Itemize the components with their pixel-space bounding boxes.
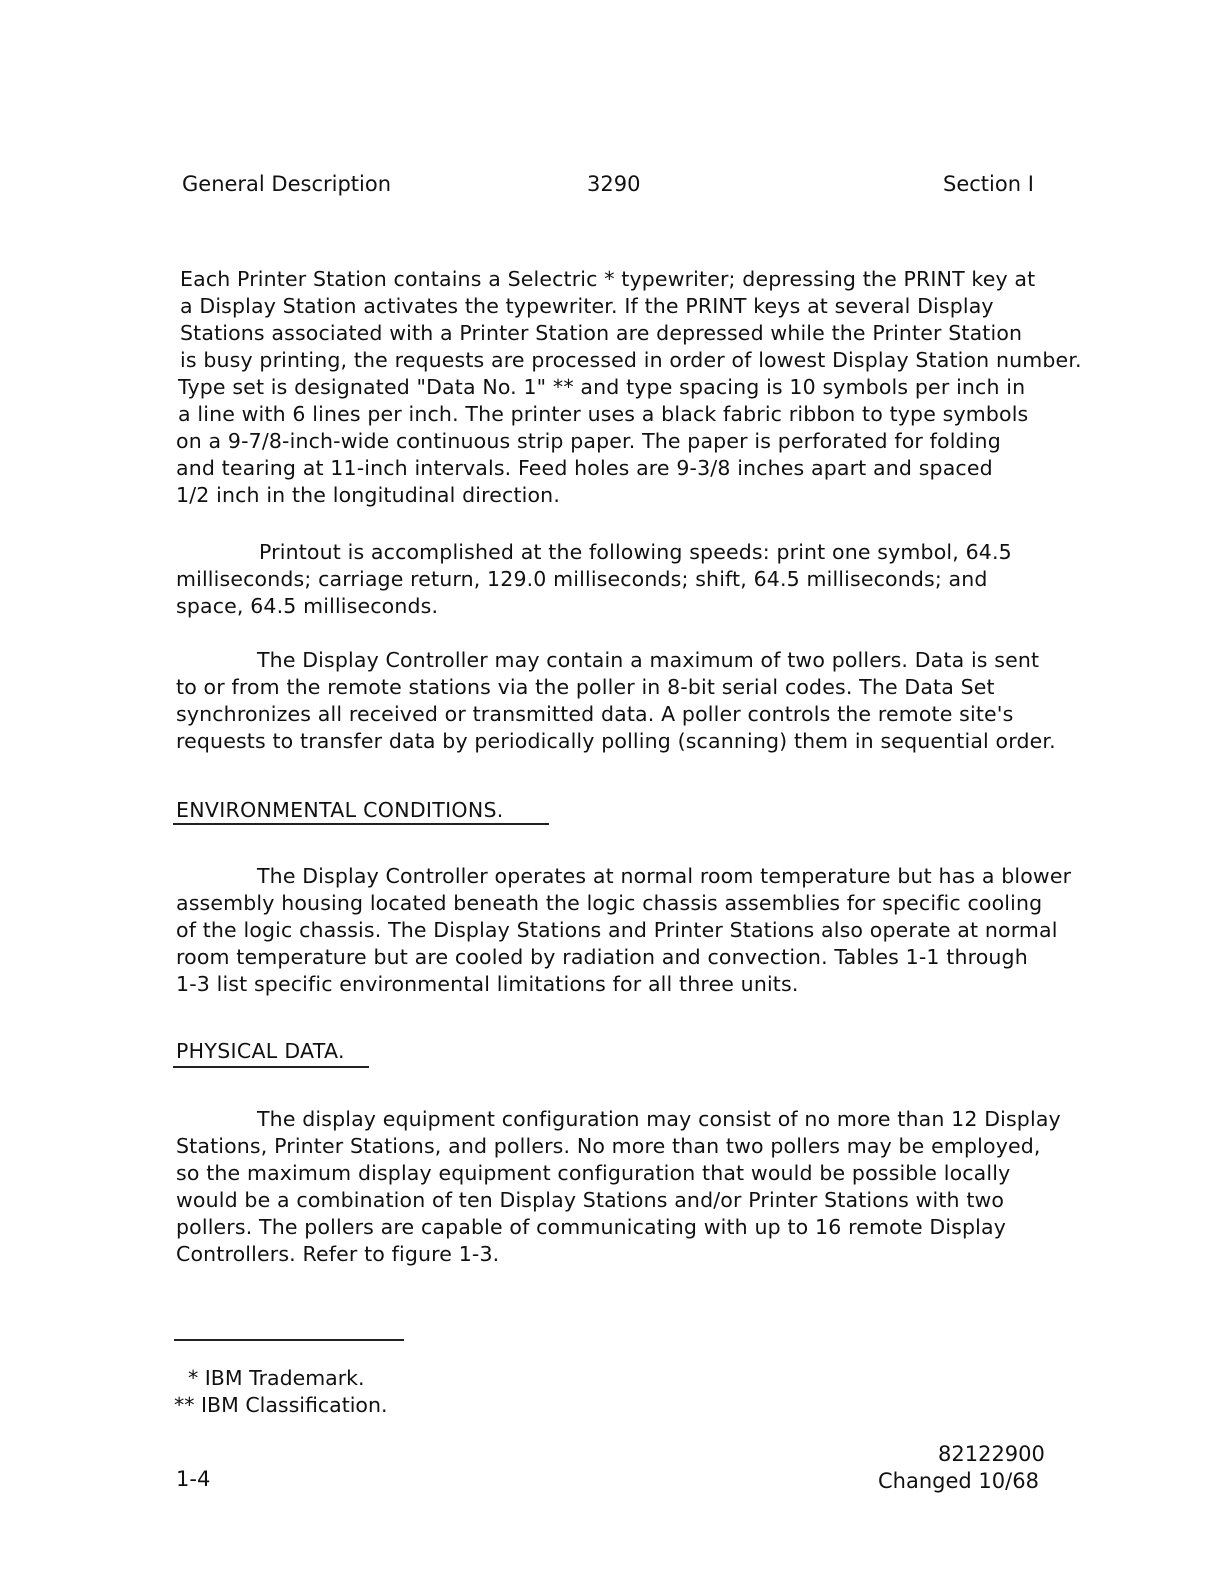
text-line: is busy printing, the requests are processed in order of lowest Display Station number. (180, 348, 1082, 372)
text-line: Controllers. Refer to figure 1-3. (176, 1242, 500, 1266)
paragraph-physical-data (176, 1106, 1076, 1268)
heading-underline (173, 823, 549, 825)
text-line: would be a combination of ten Display Stations and/or Printer Stations with two (176, 1188, 1005, 1212)
header-center: 3290 (587, 172, 641, 196)
header-right: Section I (943, 172, 1034, 196)
text-line: synchronizes all received or transmitted data. A poller controls the remote site's (176, 702, 1014, 726)
text-line: requests to transfer data by periodically polling (scanning) them in sequential order. (176, 729, 1056, 753)
text-line: Type set is designated "Data No. 1" ** and type spacing is 10 symbols per inch in (178, 375, 1026, 399)
text-line: room temperature but are cooled by radiation and convection. Tables 1-1 through (176, 945, 1028, 969)
text-line: Stations associated with a Printer Station are depressed while the Printer Station (180, 321, 1023, 345)
heading-environmental-conditions: ENVIRONMENTAL CONDITIONS. (176, 798, 504, 822)
footnote-classification: ** IBM Classification. (174, 1393, 388, 1417)
text-line: 1/2 inch in the longitudinal direction. (176, 483, 560, 507)
footnote-trademark: * IBM Trademark. (188, 1366, 365, 1390)
paragraph-display-controller (176, 647, 1076, 755)
text-line: a line with 6 lines per inch. The printer uses a black fabric ribbon to type symbols (178, 402, 1029, 426)
text-line: Stations, Printer Stations, and pollers. No more than two pollers may be employed, (176, 1134, 1041, 1158)
text-line: pollers. The pollers are capable of communicating with up to 16 remote Display (176, 1215, 1006, 1239)
text-line: The Display Controller operates at normal room temperature but has a blower (257, 864, 1072, 888)
text-line: assembly housing located beneath the logic chassis assemblies for specific cooling (176, 891, 1043, 915)
paragraph-printer-station (176, 266, 1082, 509)
text-line: 1-3 list specific environmental limitations for all three units. (176, 972, 799, 996)
changed-date: Changed 10/68 (878, 1469, 1039, 1493)
text-line: a Display Station activates the typewriter. If the PRINT keys at several Display (180, 294, 994, 318)
heading-underline (173, 1066, 369, 1068)
text-line: to or from the remote stations via the poller in 8-bit serial codes. The Data Set (176, 675, 995, 699)
text-line: space, 64.5 milliseconds. (176, 594, 439, 618)
heading-physical-data: PHYSICAL DATA. (176, 1039, 345, 1063)
text-line: milliseconds; carriage return, 129.0 milliseconds; shift, 64.5 milliseconds; and (176, 567, 988, 591)
page-number: 1-4 (176, 1467, 211, 1491)
paragraph-environmental (176, 863, 1076, 998)
text-line: on a 9-7/8-inch-wide continuous strip paper. The paper is perforated for folding (176, 429, 1001, 453)
text-line: so the maximum display equipment configuration that would be possible locally (176, 1161, 1011, 1185)
text-line: The Display Controller may contain a maximum of two pollers. Data is sent (257, 648, 1040, 672)
footnote-separator (174, 1339, 404, 1341)
paragraph-printout-speeds (176, 539, 1076, 620)
header-left: General Description (182, 172, 392, 196)
text-line: The display equipment configuration may consist of no more than 12 Display (257, 1107, 1061, 1131)
text-line: Each Printer Station contains a Selectric * typewriter; depressing the PRINT key at (180, 267, 1036, 291)
text-line: and tearing at 11-inch intervals. Feed holes are 9-3/8 inches apart and spaced (176, 456, 993, 480)
document-number: 82122900 (938, 1442, 1045, 1466)
text-line: of the logic chassis. The Display Stations and Printer Stations also operate at normal (176, 918, 1058, 942)
text-line: Printout is accomplished at the following speeds: print one symbol, 64.5 (259, 540, 1012, 564)
